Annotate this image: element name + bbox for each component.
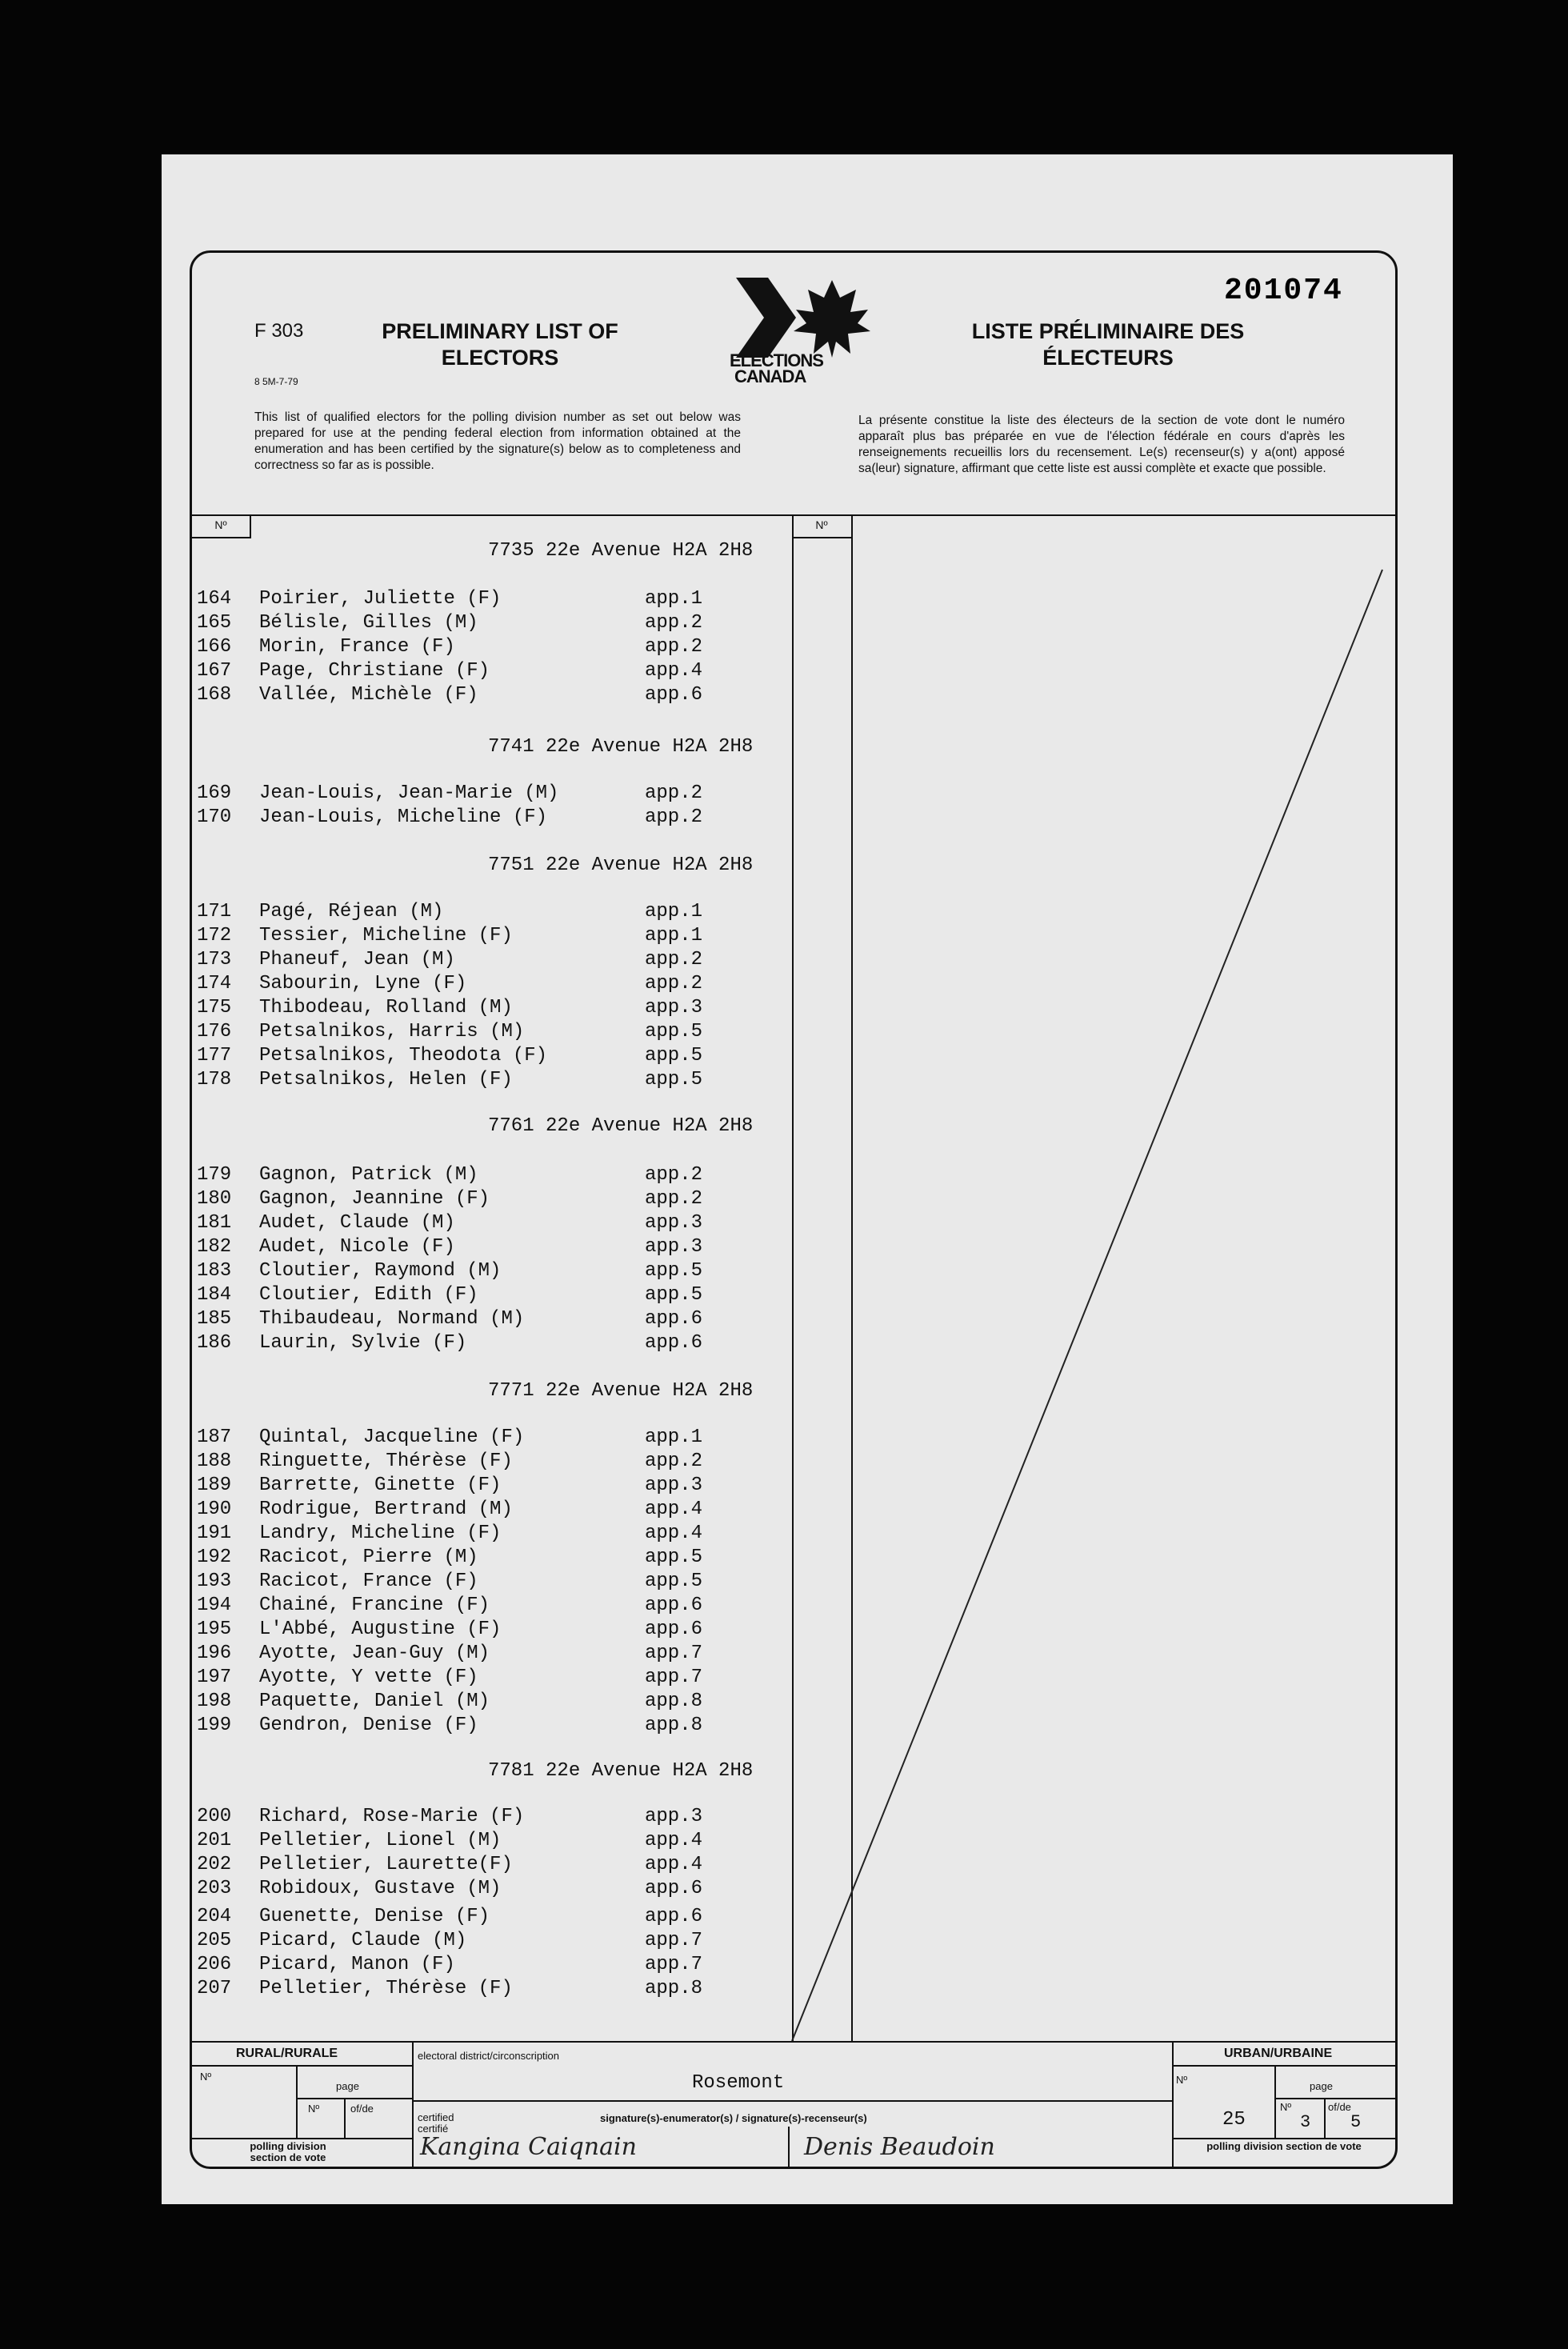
urban-bottom-rule — [1172, 2138, 1397, 2139]
elector-name: Petsalnikos, Harris (M) — [259, 1021, 525, 1042]
elector-name: Morin, France (F) — [259, 636, 455, 658]
elector-apartment: app.2 — [645, 973, 703, 994]
district-value: Rosemont — [692, 2072, 785, 2094]
elector-name: Gagnon, Patrick (M) — [259, 1164, 478, 1186]
elector-apartment: app.2 — [645, 1188, 703, 1210]
elector-name: Pelletier, Laurette(F) — [259, 1854, 513, 1875]
elector-name: Cloutier, Edith (F) — [259, 1284, 478, 1306]
urban-label: URBAN/URBAINE — [1224, 2047, 1333, 2060]
elector-number: 171 — [197, 901, 232, 922]
elector-apartment: app.5 — [645, 1284, 703, 1306]
urban-page-rule — [1274, 2098, 1397, 2099]
elector-apartment: app.4 — [645, 1854, 703, 1875]
elector-name: Gendron, Denise (F) — [259, 1715, 478, 1736]
elector-name: Poirier, Juliette (F) — [259, 588, 502, 610]
rural-of-label: of/de — [350, 2103, 374, 2115]
elector-number: 202 — [197, 1854, 232, 1875]
rural-page-rule — [296, 2098, 412, 2099]
elector-name: Bélisle, Gilles (M) — [259, 612, 478, 634]
address-heading: 7781 22e Avenue H2A 2H8 — [488, 1760, 754, 1782]
elector-name: Landry, Micheline (F) — [259, 1523, 502, 1544]
elector-apartment: app.6 — [645, 684, 703, 706]
elector-number: 167 — [197, 660, 232, 682]
elector-apartment: app.4 — [645, 1523, 703, 1544]
elector-apartment: app.1 — [645, 901, 703, 922]
elector-number: 182 — [197, 1236, 232, 1258]
elector-apartment: app.3 — [645, 1212, 703, 1234]
elector-number: 184 — [197, 1284, 232, 1306]
urban-of-label: of/de — [1328, 2101, 1351, 2113]
rural-page-no-label: Nº — [308, 2103, 320, 2115]
elector-name: Pelletier, Lionel (M) — [259, 1830, 502, 1851]
urban-page-label: page — [1310, 2080, 1333, 2092]
elector-name: Gagnon, Jeannine (F) — [259, 1188, 490, 1210]
page-number: 3 — [1300, 2112, 1311, 2132]
elector-name: Racicot, Pierre (M) — [259, 1547, 478, 1568]
footer-top-rule — [192, 2041, 1397, 2043]
elector-apartment: app.6 — [645, 1906, 703, 1927]
enumerator-signature-2: Denis Beaudoin — [804, 2133, 995, 2161]
elector-number: 195 — [197, 1619, 232, 1640]
elector-apartment: app.1 — [645, 588, 703, 610]
elector-name: Barrette, Ginette (F) — [259, 1475, 502, 1496]
elector-number: 191 — [197, 1523, 232, 1544]
signature-label: signature(s)-enumerator(s) / signature(s)-recenseur(s) — [600, 2112, 867, 2124]
title-french: LISTE PRÉLIMINAIRE DES ÉLECTEURS — [971, 319, 1245, 370]
address-heading: 7751 22e Avenue H2A 2H8 — [488, 854, 754, 876]
elector-name: Pelletier, Thérèse (F) — [259, 1978, 513, 1999]
elector-number: 207 — [197, 1978, 232, 1999]
elector-apartment: app.5 — [645, 1571, 703, 1592]
elector-name: Pagé, Réjean (M) — [259, 901, 444, 922]
elector-apartment: app.1 — [645, 1427, 703, 1448]
elector-name: Jean-Louis, Jean-Marie (M) — [259, 782, 559, 804]
elector-name: Audet, Nicole (F) — [259, 1236, 455, 1258]
elector-number: 205 — [197, 1930, 232, 1951]
elector-name: Chainé, Francine (F) — [259, 1595, 490, 1616]
urban-polling-division-label: polling division section de vote — [1206, 2140, 1362, 2152]
elector-number: 193 — [197, 1571, 232, 1592]
elector-apartment: app.6 — [645, 1878, 703, 1899]
elector-name: Ayotte, Jean-Guy (M) — [259, 1643, 490, 1664]
elector-number: 198 — [197, 1691, 232, 1712]
rural-rule — [192, 2065, 412, 2067]
elector-number: 203 — [197, 1878, 232, 1899]
elector-apartment: app.3 — [645, 997, 703, 1018]
elector-apartment: app.8 — [645, 1715, 703, 1736]
elector-apartment: app.7 — [645, 1667, 703, 1688]
elector-number: 183 — [197, 1260, 232, 1282]
elector-apartment: app.2 — [645, 612, 703, 634]
form-number: F 303 — [254, 320, 304, 342]
elector-name: Petsalnikos, Theodota (F) — [259, 1045, 548, 1066]
rural-bottom-rule — [192, 2138, 412, 2139]
elector-number: 178 — [197, 1069, 232, 1090]
elector-number: 180 — [197, 1188, 232, 1210]
elector-number: 179 — [197, 1164, 232, 1186]
elector-apartment: app.4 — [645, 1499, 703, 1520]
elector-number: 187 — [197, 1427, 232, 1448]
address-heading: 7761 22e Avenue H2A 2H8 — [488, 1115, 754, 1137]
elector-apartment: app.5 — [645, 1021, 703, 1042]
elector-number: 185 — [197, 1308, 232, 1330]
elector-name: Ringuette, Thérèse (F) — [259, 1451, 513, 1472]
elector-number: 181 — [197, 1212, 232, 1234]
elector-number: 197 — [197, 1667, 232, 1688]
elector-apartment: app.7 — [645, 1930, 703, 1951]
elector-number: 173 — [197, 949, 232, 970]
elector-apartment: app.6 — [645, 1595, 703, 1616]
elector-name: Richard, Rose-Marie (F) — [259, 1806, 525, 1827]
footer-divider-left — [412, 2041, 414, 2169]
elector-apartment: app.2 — [645, 636, 703, 658]
elector-apartment: app.5 — [645, 1260, 703, 1282]
urban-no-divider — [1274, 2065, 1276, 2138]
elector-number: 204 — [197, 1906, 232, 1927]
elector-apartment: app.8 — [645, 1691, 703, 1712]
elector-name: Tessier, Micheline (F) — [259, 925, 513, 946]
elector-name: Phaneuf, Jean (M) — [259, 949, 455, 970]
footer-divider-right — [1172, 2041, 1174, 2169]
elector-apartment: app.3 — [645, 1236, 703, 1258]
rural-page-label: page — [336, 2080, 359, 2092]
elector-number: 188 — [197, 1451, 232, 1472]
elector-name: Cloutier, Raymond (M) — [259, 1260, 502, 1282]
logo-text-elections: ELECTIONS — [730, 350, 823, 370]
elector-apartment: app.4 — [645, 660, 703, 682]
elector-apartment: app.6 — [645, 1308, 703, 1330]
elector-apartment: app.2 — [645, 949, 703, 970]
elector-number: 166 — [197, 636, 232, 658]
elector-number: 168 — [197, 684, 232, 706]
elector-name: Paquette, Daniel (M) — [259, 1691, 490, 1712]
elector-name: Racicot, France (F) — [259, 1571, 478, 1592]
elector-name: Page, Christiane (F) — [259, 660, 490, 682]
certified-label: certified certifié — [418, 2111, 454, 2135]
elector-name: Audet, Claude (M) — [259, 1212, 455, 1234]
elector-number: 201 — [197, 1830, 232, 1851]
urban-page-divider — [1324, 2098, 1326, 2138]
elector-number: 165 — [197, 612, 232, 634]
elector-name: Ayotte, Y vette (F) — [259, 1667, 478, 1688]
elector-name: Thibodeau, Rolland (M) — [259, 997, 513, 1018]
elector-apartment: app.1 — [645, 925, 703, 946]
elector-apartment: app.6 — [645, 1332, 703, 1354]
elector-name: Quintal, Jacqueline (F) — [259, 1427, 525, 1448]
serial-number: 201074 — [1224, 274, 1343, 308]
elector-name: Vallée, Michèle (F) — [259, 684, 478, 706]
no-header-right: Nº — [815, 518, 828, 531]
elector-name: L'Abbé, Augustine (F) — [259, 1619, 502, 1640]
elector-name: Picard, Manon (F) — [259, 1954, 455, 1975]
elector-name: Rodrigue, Bertrand (M) — [259, 1499, 513, 1520]
elector-number: 206 — [197, 1954, 232, 1975]
intro-english: This list of qualified electors for the polling division number as set out below was prepared for use at the pending federal election from information obtained at the enumeration and has been certified by the signature(s) below as to completeness and correctness so far as is possible. — [254, 410, 741, 472]
elector-number: 192 — [197, 1547, 232, 1568]
form-code: 8 5M-7-79 — [254, 376, 298, 387]
elector-name: Sabourin, Lyne (F) — [259, 973, 467, 994]
district-rule — [412, 2100, 1172, 2102]
elector-number: 177 — [197, 1045, 232, 1066]
elector-number: 196 — [197, 1643, 232, 1664]
urban-page-no-label: Nº — [1280, 2101, 1292, 2113]
elector-apartment: app.7 — [645, 1954, 703, 1975]
elector-name: Petsalnikos, Helen (F) — [259, 1069, 513, 1090]
elector-name: Jean-Louis, Micheline (F) — [259, 806, 548, 828]
enumerator-signature-1: Kangina Caiqnain — [420, 2133, 637, 2161]
elector-number: 200 — [197, 1806, 232, 1827]
urban-no-label: Nº — [1176, 2074, 1188, 2086]
elector-apartment: app.5 — [645, 1045, 703, 1066]
elector-apartment: app.2 — [645, 1164, 703, 1186]
elector-apartment: app.7 — [645, 1643, 703, 1664]
elector-number: 186 — [197, 1332, 232, 1354]
elector-apartment: app.2 — [645, 1451, 703, 1472]
rural-polling-division-label: polling division section de vote — [250, 2140, 326, 2163]
rural-no-divider — [296, 2065, 298, 2138]
elector-name: Guenette, Denise (F) — [259, 1906, 490, 1927]
address-heading: 7735 22e Avenue H2A 2H8 — [488, 540, 754, 562]
intro-french: La présente constitue la liste des électeurs de la section de vote dont le numéro apparaît plus bas préparée en vue de l'élection fédérale en cours d'après les renseignements recueillis lors du recensement. Le(s) recenseur(s) y a(ont) apposé sa(leur) signature, affirmant que cette liste est aussi complète et exacte que possible. — [858, 414, 1345, 475]
rural-no-label: Nº — [200, 2071, 212, 2083]
elector-apartment: app.5 — [645, 1069, 703, 1090]
elector-number: 169 — [197, 782, 232, 804]
elector-name: Thibaudeau, Normand (M) — [259, 1308, 525, 1330]
elector-number: 175 — [197, 997, 232, 1018]
elector-apartment: app.3 — [645, 1806, 703, 1827]
elector-number: 174 — [197, 973, 232, 994]
district-label: electoral district/circonscription — [418, 2050, 560, 2062]
elector-number: 189 — [197, 1475, 232, 1496]
elector-apartment: app.2 — [645, 782, 703, 804]
elector-number: 176 — [197, 1021, 232, 1042]
rural-page-divider — [344, 2098, 346, 2138]
elector-apartment: app.5 — [645, 1547, 703, 1568]
page-total: 5 — [1350, 2112, 1362, 2132]
elector-name: Robidoux, Gustave (M) — [259, 1878, 502, 1899]
elector-apartment: app.2 — [645, 806, 703, 828]
title-english: PRELIMINARY LIST OF ELECTORS — [382, 319, 618, 370]
rural-label: RURAL/RURALE — [236, 2047, 338, 2060]
address-heading: 7771 22e Avenue H2A 2H8 — [488, 1380, 754, 1402]
elector-apartment: app.3 — [645, 1475, 703, 1496]
elector-number: 172 — [197, 925, 232, 946]
elector-apartment: app.8 — [645, 1978, 703, 1999]
no-header-left: Nº — [214, 518, 227, 531]
elector-apartment: app.6 — [645, 1619, 703, 1640]
logo-text-canada: CANADA — [734, 366, 806, 386]
elector-number: 170 — [197, 806, 232, 828]
elector-name: Picard, Claude (M) — [259, 1930, 467, 1951]
polling-division-number: 25 — [1222, 2109, 1246, 2131]
urban-rule — [1172, 2065, 1397, 2067]
elector-number: 190 — [197, 1499, 232, 1520]
elector-name: Laurin, Sylvie (F) — [259, 1332, 467, 1354]
elector-number: 194 — [197, 1595, 232, 1616]
address-heading: 7741 22e Avenue H2A 2H8 — [488, 736, 754, 758]
elector-number: 164 — [197, 588, 232, 610]
elector-apartment: app.4 — [645, 1830, 703, 1851]
elector-number: 199 — [197, 1715, 232, 1736]
signature-divider — [788, 2127, 790, 2169]
